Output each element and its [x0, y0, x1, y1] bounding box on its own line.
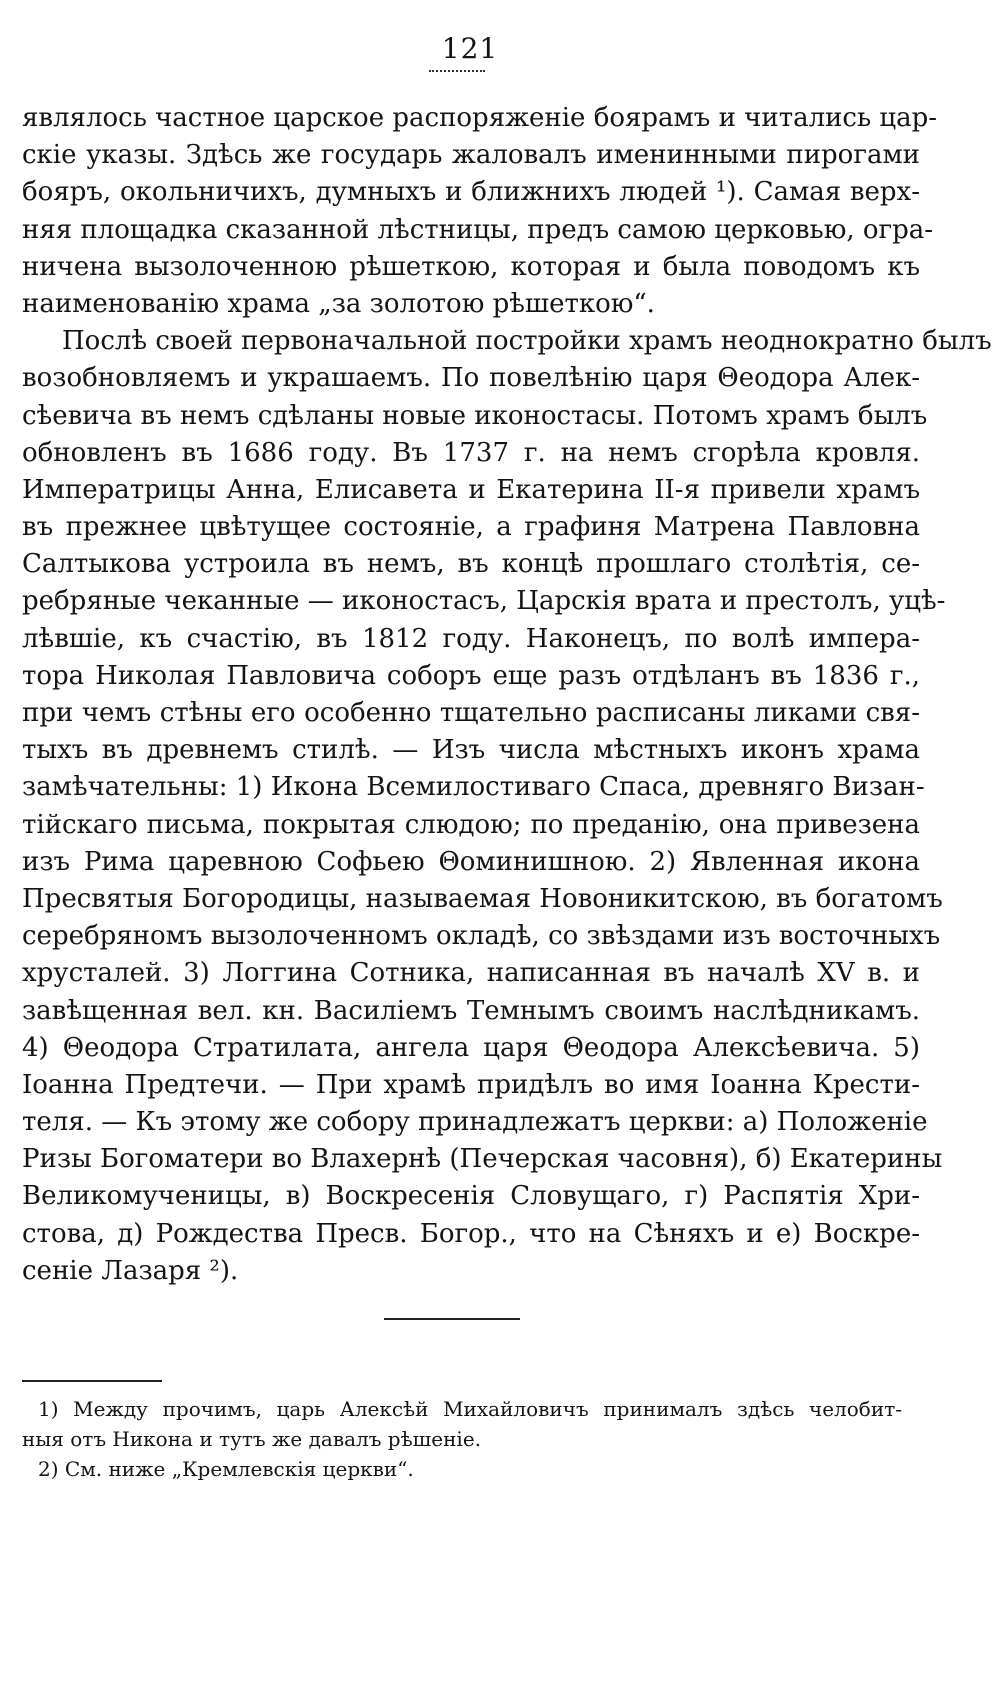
- text-line: тійскаго письма, покрытая слюдою; по преданію, она привезена: [22, 809, 920, 840]
- footnote-line: 2) См. ниже „Кремлевскія церкви“.: [38, 1457, 414, 1481]
- text-line: серебряномъ вызолоченномъ окладѣ, со звѣздами изъ восточныхъ: [22, 921, 941, 952]
- text-line: скіе указы. Здѣсь же государь жаловалъ именинными пирогами: [22, 140, 920, 171]
- text-line: тыхъ въ древнемъ стилѣ. — Изъ числа мѣстныхъ иконъ храма: [22, 735, 920, 766]
- body-text: [22, 100, 992, 1290]
- text-line: обновленъ въ 1686 году. Въ 1737 г. на немъ сгорѣла кровля.: [22, 437, 920, 468]
- text-line: изъ Рима царевною Софьею Θоминишною. 2) Явленная икона: [22, 846, 920, 877]
- text-line: сѣевича въ немъ сдѣланы новые иконостасы. Потомъ храмъ былъ: [22, 400, 928, 431]
- text-line: завѣщенная вел. кн. Василіемъ Темнымъ своимъ наслѣдникамъ.: [22, 995, 920, 1026]
- text-line: 4) Θеодора Стратилата, ангела царя Θеодора Алексѣевича. 5): [22, 1032, 920, 1063]
- text-line: Ризы Богоматери во Влахернѣ (Печерская часовня), б) Екатерины: [22, 1144, 943, 1175]
- text-line: теля. — Къ этому же собору принадлежатъ церкви: а) Положеніе: [22, 1107, 928, 1138]
- text-line: возобновляемъ и украшаемъ. По повелѣнію царя Θеодора Алек-: [22, 363, 920, 394]
- footnote-divider: [22, 1380, 162, 1382]
- footnotes: [22, 1394, 902, 1484]
- text-line: лѣвшіе, къ счастію, въ 1812 году. Наконецъ, по волѣ импера-: [22, 623, 920, 654]
- text-line: замѣчательны: 1) Икона Всемилостиваго Спаса, древняго Визан-: [22, 772, 925, 803]
- text-line: сеніе Лазаря ²).: [22, 1255, 239, 1286]
- section-divider: [384, 1318, 520, 1320]
- text-line: Пресвятыя Богородицы, называемая Новоникитскою, въ богатомъ: [22, 883, 943, 914]
- text-line: наименованію храма „за золотою рѣшеткою“.: [22, 288, 655, 319]
- text-line: бояръ, окольничихъ, думныхъ и ближнихъ людей ¹). Самая верх-: [22, 177, 920, 208]
- text-line: тора Николая Павловича соборъ еще разъ отдѣланъ въ 1836 г.,: [22, 660, 920, 691]
- page-number-rule: [429, 70, 485, 72]
- text-line: Императрицы Анна, Елисавета и Екатерина II-я привели храмъ: [22, 474, 920, 505]
- text-line: ничена вызолоченною рѣшеткою, которая и была поводомъ къ: [22, 251, 920, 282]
- text-line: являлось частное царское распоряженіе боярамъ и читались цар-: [22, 103, 938, 133]
- text-line: стова, д) Рождества Пресв. Богор., что на Сѣняхъ и е) Воскре-: [22, 1218, 920, 1249]
- text-line: няя площадка сказанной лѣстницы, предъ самою церковью, огра-: [22, 214, 934, 245]
- text-line: Великомученицы, в) Воскресенія Словущаго, г) Распятія Хри-: [22, 1181, 920, 1212]
- text-line: Іоанна Предтечи. — При храмѣ придѣлъ во имя Іоанна Крести-: [22, 1069, 920, 1100]
- text-line: Салтыкова устроила въ немъ, въ концѣ прошлаго столѣтія, се-: [22, 549, 920, 580]
- text-line: при чемъ стѣны его особенно тщательно расписаны ликами свя-: [22, 698, 920, 728]
- text-line: ребряные чеканные — иконостасъ, Царскія врата и престолъ, уцѣ-: [22, 586, 946, 617]
- footnote-line: 1) Между прочимъ, царь Алексѣй Михайловичъ принималъ здѣсь челобит-: [38, 1397, 902, 1421]
- footnote-line: ныя отъ Никона и тутъ же давалъ рѣшеніе.: [22, 1427, 482, 1451]
- text-line: хрусталей. 3) Логгина Сотника, написанная въ началѣ XV в. и: [22, 958, 920, 989]
- page-number: 121: [441, 32, 499, 65]
- text-line: Послѣ своей первоначальной постройки храмъ неоднократно былъ: [62, 326, 992, 357]
- text-line: въ прежнее цвѣтущее состояніе, а графиня Матрена Павловна: [22, 512, 920, 543]
